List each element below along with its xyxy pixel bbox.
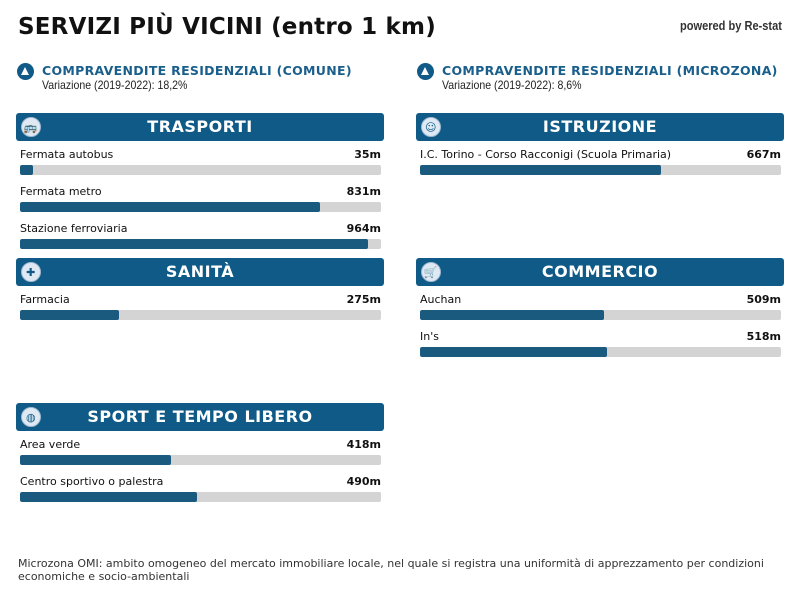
service-name: Centro sportivo o palestra [20,475,164,488]
service-item [420,286,781,323]
distance-bar-fill [420,310,604,320]
item-list [16,141,384,252]
section-header [416,113,784,141]
service-item [420,323,781,360]
distance-bar-fill [420,347,607,357]
section-header [16,113,384,141]
tennis-racket-icon: ◍ [21,407,41,427]
service-name: Area verde [20,438,81,451]
service-name: Farmacia [20,293,70,306]
service-item [20,286,381,323]
service-name: Fermata autobus [20,148,114,161]
student-icon: ☺ [421,117,441,137]
service-distance: 35m [354,148,381,161]
service-distance: 667m [746,148,781,161]
stat-comune-title: COMPRAVENDITE RESIDENZIALI (COMUNE) [42,63,352,78]
item-list [16,431,384,505]
section-title: SPORT E TEMPO LIBERO [87,407,313,426]
service-distance: 509m [746,293,781,306]
hospital-icon: ✚ [21,262,41,282]
distance-bar-track [420,165,781,175]
service-name: Fermata metro [20,185,102,198]
section-title: COMMERCIO [541,262,659,281]
distance-bar-track [420,347,781,357]
service-distance: 275m [346,293,381,306]
distance-bar-track [20,239,381,249]
section-sport [16,403,384,505]
distance-bar-track [20,165,381,175]
service-distance: 418m [346,438,381,451]
service-item [420,141,781,178]
stat-microzona-title: COMPRAVENDITE RESIDENZIALI (MICROZONA) [442,63,778,78]
item-list [16,286,384,323]
service-name: Stazione ferroviaria [20,222,128,235]
distance-bar-fill [20,310,119,320]
service-name: I.C. Torino - Corso Racconigi (Scuola Primaria) [420,148,672,161]
service-name: Auchan [420,293,462,306]
section-commercio [416,258,784,360]
footnote: Microzona OMI: ambito omogeneo del mercato immobiliare locale, nel quale si registra una uniformità di apprezzamento per condizioni economiche e socio-ambientali [18,557,764,583]
distance-bar-fill [20,492,197,502]
section-header [16,403,384,431]
powered-by-label: powered by Re-stat [680,18,782,33]
stat-comune-subtitle: Variazione (2019-2022): 18,2% [42,78,188,92]
stat-microzona-subtitle: Variazione (2019-2022): 8,6% [442,78,582,92]
distance-bar-fill [420,165,661,175]
distance-bar-fill [20,455,171,465]
page-title: SERVIZI PIÙ VICINI (entro 1 km) [18,14,436,40]
section-title: SANITÀ [165,262,235,281]
distance-bar-track [20,202,381,212]
item-list [416,141,784,178]
distance-bar-fill [20,202,320,212]
distance-bar-track [20,310,381,320]
section-trasporti [16,113,384,252]
section-sanita [16,258,384,323]
section-title: ISTRUZIONE [542,117,658,136]
section-header [16,258,384,286]
service-item [20,178,381,215]
triangle-up-icon [417,63,434,80]
service-item [20,141,381,178]
distance-bar-track [20,492,381,502]
service-distance: 831m [346,185,381,198]
service-distance: 518m [746,330,781,343]
item-list [416,286,784,360]
service-distance: 490m [346,475,381,488]
shopping-cart-icon: 🛒 [421,262,441,282]
service-item [20,431,381,468]
section-istruzione [416,113,784,178]
service-name: In's [420,330,439,343]
service-distance: 964m [346,222,381,235]
service-item [20,215,381,252]
service-item [20,468,381,505]
distance-bar-fill [20,239,368,249]
section-header [416,258,784,286]
distance-bar-fill [20,165,33,175]
distance-bar-track [20,455,381,465]
section-title: TRASPORTI [147,117,253,136]
distance-bar-track [420,310,781,320]
triangle-up-icon [17,63,34,80]
bus-icon: 🚌 [21,117,41,137]
